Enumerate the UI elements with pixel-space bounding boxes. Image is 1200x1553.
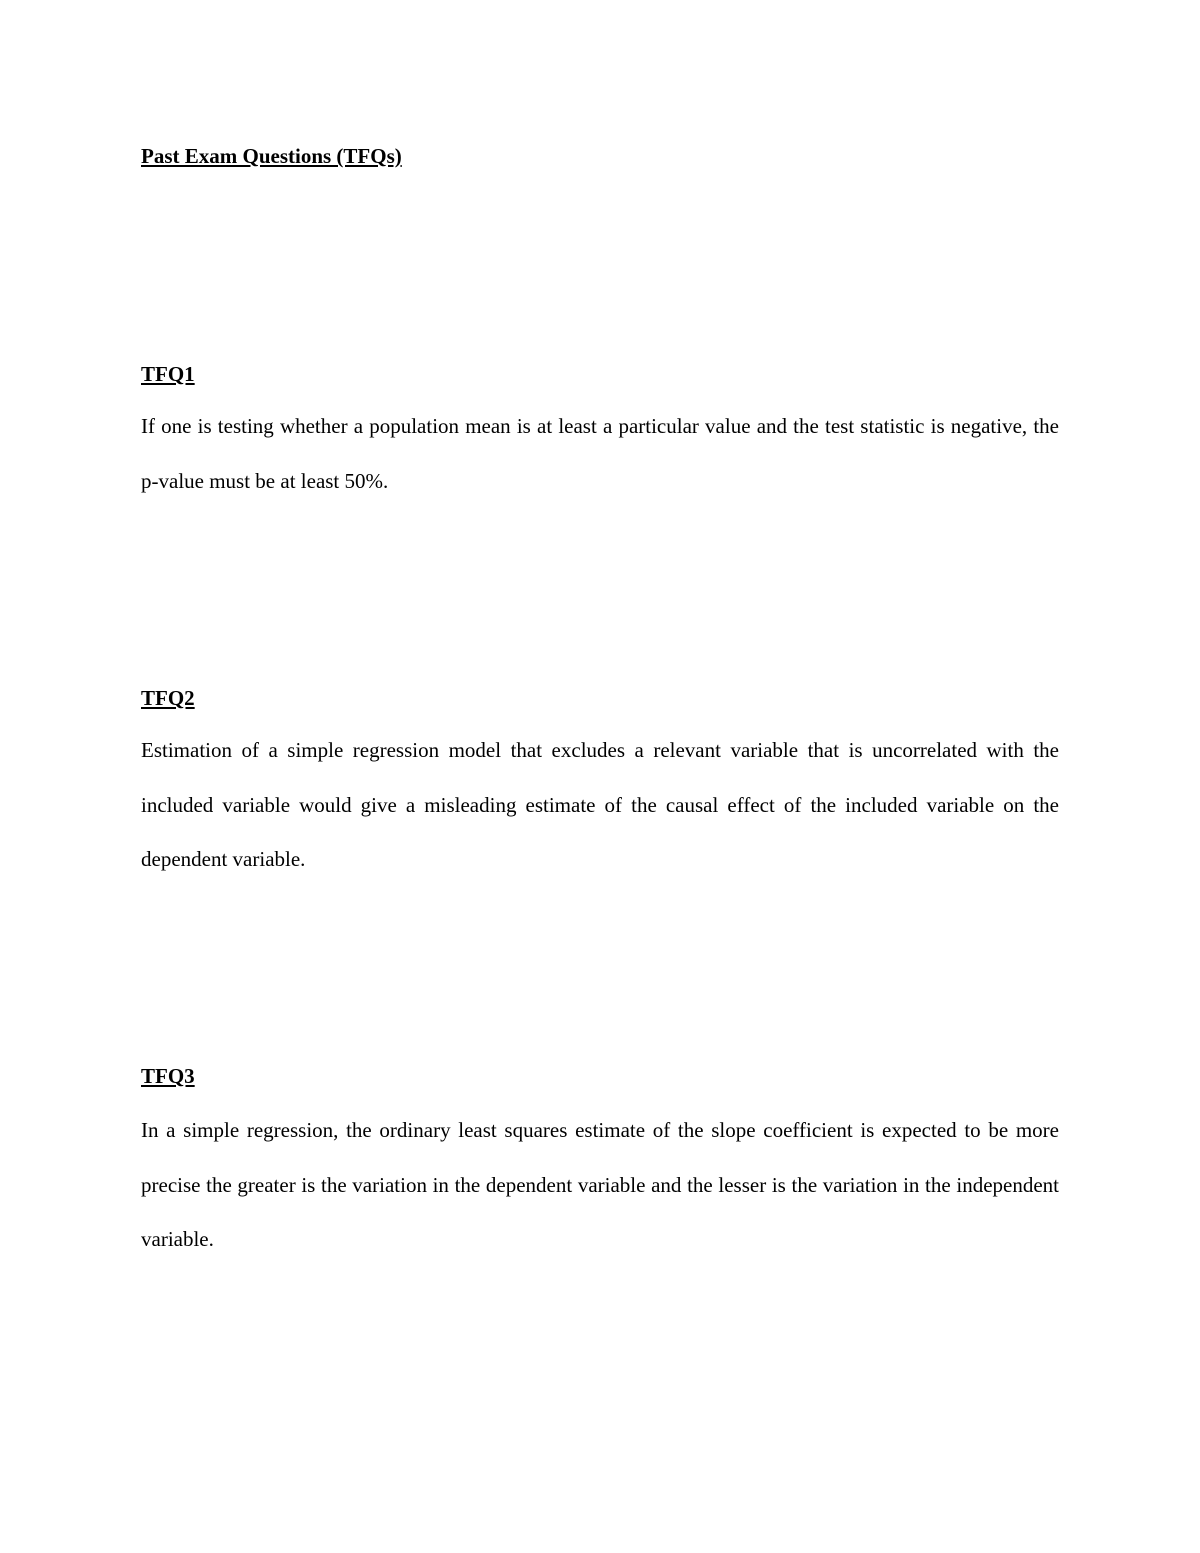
question-text-tfq3: In a simple regression, the ordinary least squares estimate of the slope coefficient is expected to be more precise the greater is the variation in the dependent variable and the lesser is the variation in the independent variable. bbox=[141, 1118, 1059, 1251]
question-heading-tfq2: TFQ2 bbox=[141, 686, 195, 710]
question-text-tfq1: If one is testing whether a population mean is at least a particular value and the test statistic is negative, the p-value must be at least 50%. bbox=[141, 414, 1059, 493]
question-heading-tfq1: TFQ1 bbox=[141, 362, 195, 386]
question-text-tfq2: Estimation of a simple regression model that excludes a relevant variable that is uncorrelated with the included variable would give a misleading estimate of the causal effect of the included variable on the dependent variable. bbox=[141, 738, 1059, 871]
page-title: Past Exam Questions (TFQs) bbox=[141, 144, 402, 168]
question-heading-tfq3: TFQ3 bbox=[141, 1064, 195, 1088]
